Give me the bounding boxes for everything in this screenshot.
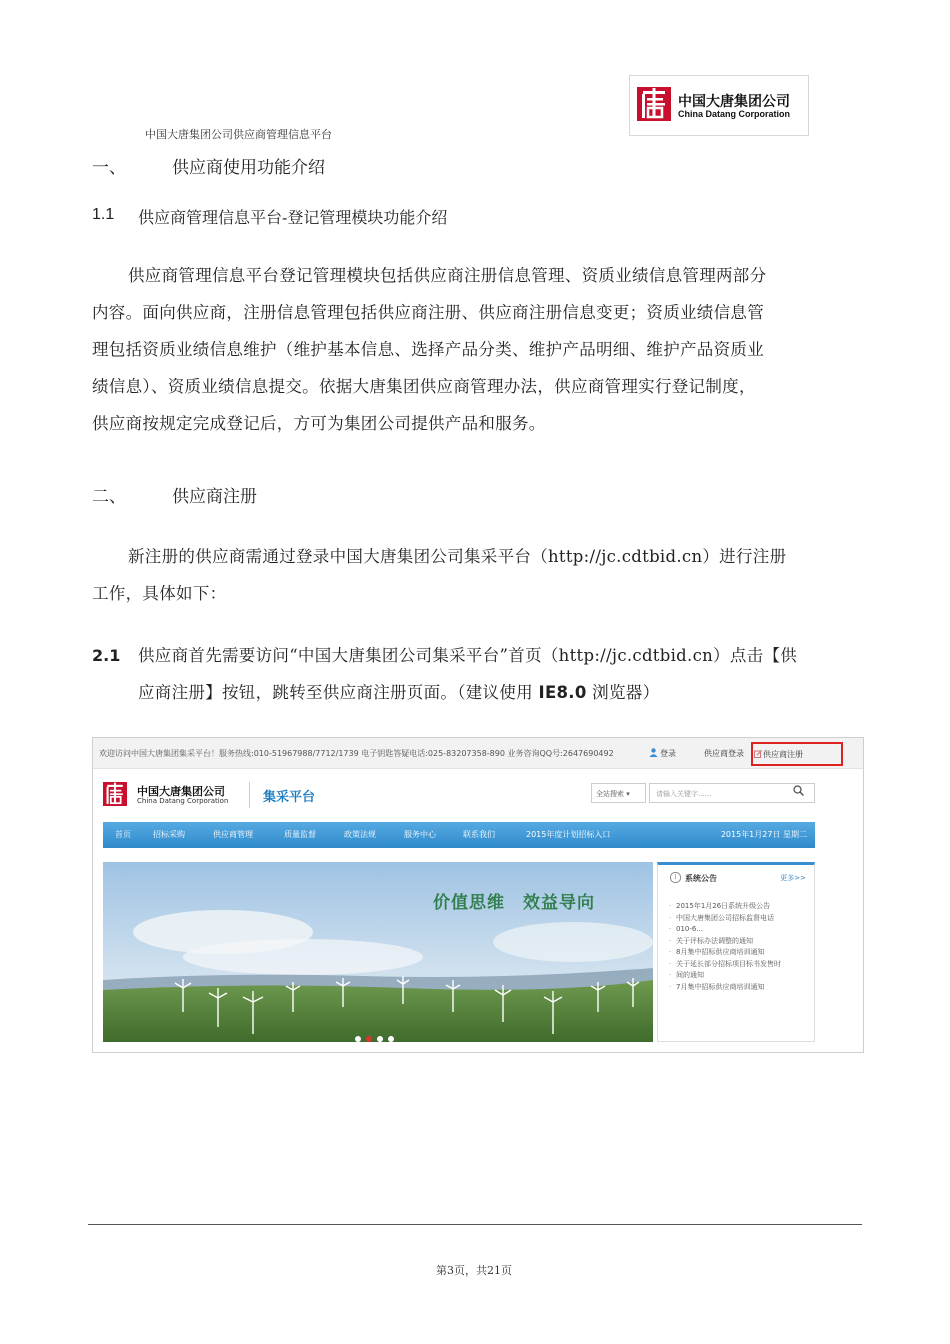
search-scope-select[interactable]: 全站搜索 ▾ [591,783,646,803]
search-scope-label: 全站搜索 [596,790,624,798]
notice-list [668,901,813,993]
step-line [138,674,862,711]
nav-item-service[interactable]: 服务中心 [404,830,436,839]
notice-item[interactable]: · 关于延长部分招标项目标书发售时 [668,959,813,971]
portal-topbar [93,738,863,769]
logo-chinese-name: 中国大唐集团公司 [678,94,790,110]
nav-item-supplier[interactable]: 供应商管理 [213,830,253,839]
login-link[interactable]: 登录 [660,749,676,758]
info-icon: i [670,872,681,883]
user-icon [649,748,658,757]
search-icon[interactable] [793,785,804,796]
company-logo [629,75,809,136]
paragraph-line: 内容。面向供应商，注册信息管理包括供应商注册、供应商注册信息变更；资质业绩信息管 [92,303,764,322]
section-1-title: 供应商使用功能介绍 [172,158,325,178]
notice-item[interactable]: · 中国大唐集团公司招标监督电话 [668,913,813,925]
section-2-intro [92,538,862,612]
logo-divider [249,782,250,808]
paragraph-line: 供应商按规定完成登记后，方可为集团公司提供产品和服务。 [92,414,546,433]
step-line: 供应商首先需要访问“中国大唐集团公司集采平台”首页（http://jc.cdtbid.cn）点击【供 [138,646,798,665]
notice-title: 系统公告 [685,874,717,883]
intro-line: 工作，具体如下： [92,584,227,603]
notice-item[interactable]: · 7月集中招标供应商培训通知 [668,982,813,994]
section-2-title: 供应商注册 [172,487,257,507]
service-info-text: 欢迎访问中国大唐集团集采平台！服务热线:010-51967988/7712/1739 电子钥匙答疑电话:025-83207358-890 业务咨询QQ号:2647690492 [99,749,614,758]
intro-line: 新注册的供应商需通过登录中国大唐集团公司集采平台（http://jc.cdtbid.cn）进行注册 [128,547,787,566]
carousel-dot-active[interactable] [366,1036,372,1042]
carousel-dots [355,1027,399,1042]
nav-item-quality[interactable]: 质量监督 [284,830,316,839]
carousel-dot[interactable] [355,1036,361,1042]
page-number: 第3页，共21页 [436,1264,512,1277]
supplier-login-link[interactable]: 供应商登录 [704,749,744,758]
supplier-register-button[interactable] [751,742,843,766]
carousel-dot[interactable] [377,1036,383,1042]
platform-title: 集采平台 [263,790,316,805]
step-2-1-text [138,637,862,711]
subsection-1-1-title: 供应商管理信息平台-登记管理模块功能介绍 [138,208,448,227]
notice-item[interactable]: · 8月集中招标供应商培训通知 [668,947,813,959]
notice-more-link[interactable]: 更多>> [780,874,806,882]
logo-english-name: China Datang Corporation [678,109,790,119]
notice-item[interactable]: · 关于评标办法调整的通知 [668,936,813,948]
banner-slogan: 价值思维 效益导向 [433,893,595,913]
subsection-1-1-number: 1.1 [92,206,115,223]
nav-item-plan-entry[interactable]: 2015年度计划招标入口 [526,830,611,839]
datang-logo-icon [637,87,671,121]
notice-item[interactable]: · 010-6... [668,924,813,936]
nav-item-tender[interactable]: 招标采购 [153,830,185,839]
section-1-number: 一、 [92,158,126,178]
notice-item[interactable]: · 2015年1月26日系统升级公告 [668,901,813,913]
search-input[interactable]: 请输入关键字...... [649,783,815,803]
section-2-number: 二、 [92,487,126,507]
document-header-title: 中国大唐集团公司供应商管理信息平台 [145,128,332,141]
portal-logo-english: China Datang Corporation [137,797,229,805]
supplier-register-label: 供应商注册 [763,750,803,759]
banner-carousel[interactable] [103,862,653,1042]
nav-item-contact[interactable]: 联系我们 [463,830,495,839]
nav-item-home[interactable]: 首页 [115,830,131,839]
notice-item[interactable]: · 间的通知 [668,970,813,982]
paragraph-line: 理包括资质业绩信息维护（维护基本信息、选择产品分类、维护产品明细、维护产品资质业 [92,340,764,359]
datang-logo-icon [103,782,127,806]
portal-logo-chinese: 中国大唐集团公司 [137,785,225,798]
edit-icon [754,750,762,758]
system-notice-panel [657,862,815,1042]
section-1-paragraph [92,257,862,442]
nav-date: 2015年1月27日 星期二 [720,830,807,839]
nav-item-policy[interactable]: 政策法规 [344,830,376,839]
step-line-text: 浏览器） [586,683,660,702]
portal-screenshot [92,737,864,1053]
footer-divider [88,1224,862,1225]
carousel-dot[interactable] [388,1036,394,1042]
step-line-text: 应商注册】按钮，跳转至供应商注册页面。（建议使用 [138,683,539,702]
paragraph-line: 绩信息）、资质业绩信息提交。依据大唐集团供应商管理办法，供应商管理实行登记制度， [92,377,756,396]
step-2-1-number: 2.1 [92,646,121,665]
browser-version: IE8.0 [538,683,587,702]
main-nav [103,822,815,848]
paragraph-line: 供应商管理信息平台登记管理模块包括供应商注册信息管理、资质业绩信息管理两部分 [128,266,767,285]
